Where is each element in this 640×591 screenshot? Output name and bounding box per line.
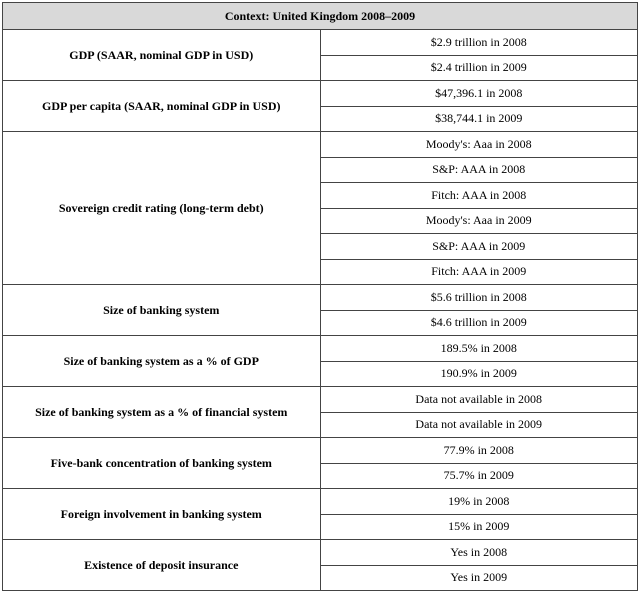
table-row — [3, 81, 638, 107]
row-label: Size of banking system as a % of financial system — [3, 387, 321, 438]
row-value: Fitch: AAA in 2008 — [320, 183, 638, 209]
row-value: $5.6 trillion in 2008 — [320, 285, 638, 311]
row-value: $2.4 trillion in 2009 — [320, 55, 638, 81]
row-value: $38,744.1 in 2009 — [320, 106, 638, 132]
table-row — [3, 387, 638, 413]
row-value: 15% in 2009 — [320, 514, 638, 540]
row-value: $4.6 trillion in 2009 — [320, 310, 638, 336]
table-row — [3, 489, 638, 515]
row-value: 19% in 2008 — [320, 489, 638, 515]
row-value: Fitch: AAA in 2009 — [320, 259, 638, 285]
row-value: 75.7% in 2009 — [320, 463, 638, 489]
table-row — [3, 438, 638, 464]
row-value: Data not available in 2009 — [320, 412, 638, 438]
table-title: Context: United Kingdom 2008–2009 — [3, 3, 638, 30]
row-value: Data not available in 2008 — [320, 387, 638, 413]
table-body — [3, 30, 638, 591]
table-row — [3, 540, 638, 566]
table-row — [3, 30, 638, 56]
row-value: S&P: AAA in 2008 — [320, 157, 638, 183]
row-value: Moody's: Aaa in 2008 — [320, 132, 638, 158]
row-value: $47,396.1 in 2008 — [320, 81, 638, 107]
row-label: GDP per capita (SAAR, nominal GDP in USD) — [3, 81, 321, 132]
row-label: Size of banking system as a % of GDP — [3, 336, 321, 387]
context-table — [2, 2, 638, 591]
row-label: Foreign involvement in banking system — [3, 489, 321, 540]
row-value: Yes in 2008 — [320, 540, 638, 566]
row-value: S&P: AAA in 2009 — [320, 234, 638, 260]
row-value: 189.5% in 2008 — [320, 336, 638, 362]
row-label: Size of banking system — [3, 285, 321, 336]
table-header-row — [3, 3, 638, 30]
row-value: Yes in 2009 — [320, 565, 638, 591]
row-value: 77.9% in 2008 — [320, 438, 638, 464]
row-value: Moody's: Aaa in 2009 — [320, 208, 638, 234]
table-row — [3, 336, 638, 362]
table-row — [3, 132, 638, 158]
table-row — [3, 285, 638, 311]
row-label: Five-bank concentration of banking system — [3, 438, 321, 489]
row-label: Sovereign credit rating (long-term debt) — [3, 132, 321, 285]
row-label: Existence of deposit insurance — [3, 540, 321, 591]
row-value: $2.9 trillion in 2008 — [320, 30, 638, 56]
row-value: 190.9% in 2009 — [320, 361, 638, 387]
row-label: GDP (SAAR, nominal GDP in USD) — [3, 30, 321, 81]
